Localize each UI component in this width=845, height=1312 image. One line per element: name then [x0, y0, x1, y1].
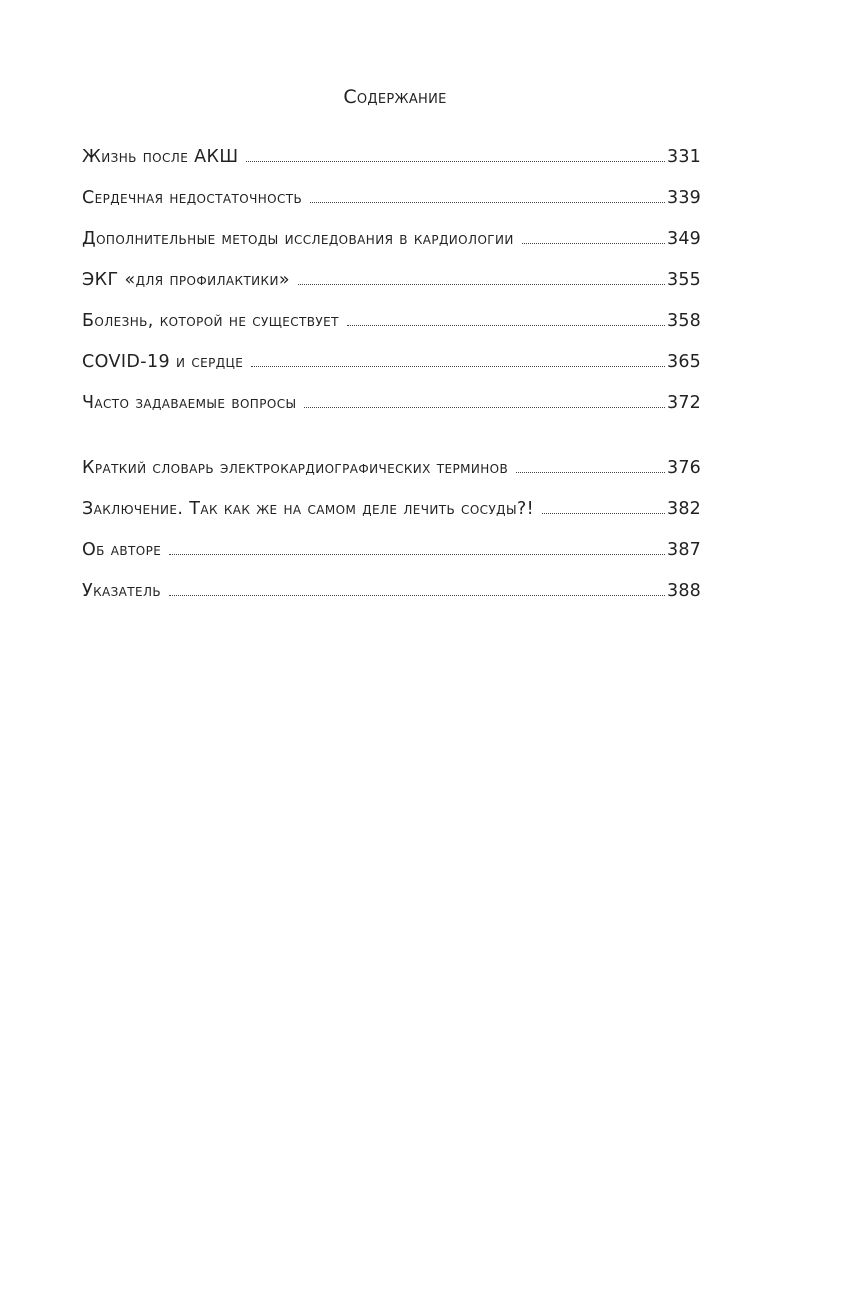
toc-entry-page-number: 382 [666, 499, 701, 519]
toc-entry-title: Сердечная недостаточность [82, 188, 303, 208]
toc-entry-page-number: 388 [666, 581, 701, 601]
toc-entry[interactable] [82, 349, 701, 375]
toc-entry-page-number: 387 [666, 540, 701, 560]
toc-entry-title: Часто задаваемые вопросы [82, 393, 297, 413]
page-title: Содержание [343, 86, 447, 108]
dot-leader [169, 595, 665, 596]
toc-entry-title: Об авторе [82, 540, 162, 560]
dot-leader [542, 513, 665, 514]
toc-entry-title: Болезнь, которой не существует [82, 311, 339, 331]
toc-entry[interactable] [82, 496, 701, 522]
dot-leader [516, 472, 665, 473]
toc-entry-title: Указатель [82, 581, 162, 601]
dot-leader [304, 407, 665, 408]
toc-entry-page-number: 365 [666, 352, 701, 372]
toc-entry-title: COVID-19 и сердце [82, 352, 244, 372]
toc-entry-title: Жизнь после АКШ [82, 147, 239, 167]
toc-entry-page-number: 349 [666, 229, 701, 249]
dot-leader [298, 284, 665, 285]
toc-entry-page-number: 376 [666, 458, 701, 478]
toc-entry[interactable] [82, 578, 701, 604]
dot-leader [347, 325, 665, 326]
dot-leader [251, 366, 665, 367]
toc-entry-title: Дополнительные методы исследования в кардиологии [82, 229, 514, 249]
toc-entry[interactable] [82, 537, 701, 563]
toc-entry[interactable] [82, 267, 701, 293]
dot-leader [310, 202, 665, 203]
toc-entry-page-number: 372 [666, 393, 701, 413]
toc-entry[interactable] [82, 185, 701, 211]
toc-entry[interactable] [82, 226, 701, 252]
toc-entry-title: Заключение. Так как же на самом деле лечить сосуды?! [82, 499, 535, 519]
toc-entry-title: Краткий словарь электрокардиографических терминов [82, 458, 509, 478]
dot-leader [169, 554, 665, 555]
toc-entry[interactable] [82, 308, 701, 334]
toc-entry[interactable] [82, 144, 701, 170]
toc-entry-page-number: 358 [666, 311, 701, 331]
dot-leader [246, 161, 665, 162]
toc-entry-page-number: 355 [666, 270, 701, 290]
toc-entry[interactable] [82, 455, 701, 481]
toc-entry[interactable] [82, 390, 701, 416]
toc-entry-title: ЭКГ «для профилактики» [82, 270, 290, 290]
toc-entry-page-number: 331 [666, 147, 701, 167]
dot-leader [522, 243, 665, 244]
toc-entry-page-number: 339 [666, 188, 701, 208]
